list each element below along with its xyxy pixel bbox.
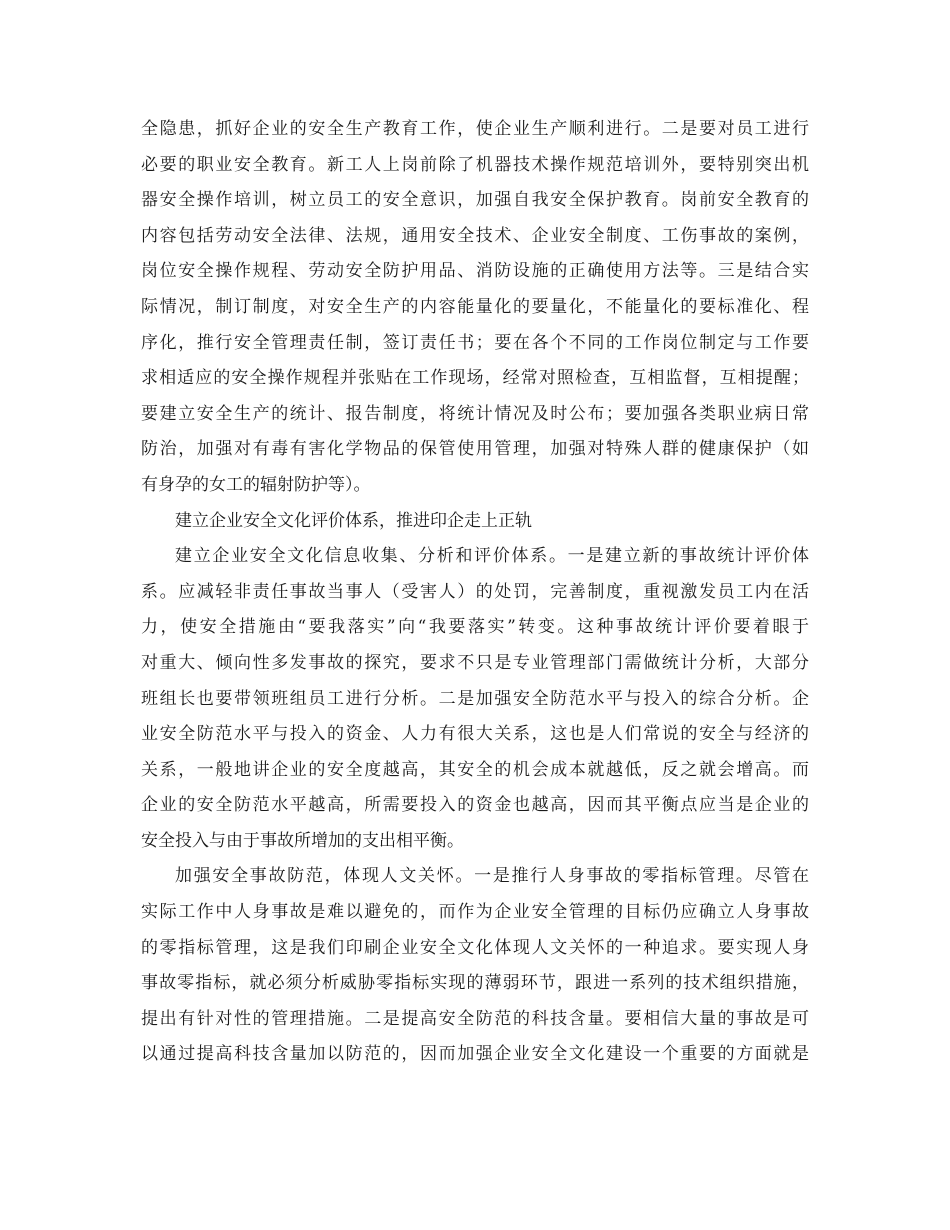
text-line: 对重大、倾向性多发事故的探究，要求不只是专业管理部门需做统计分析，大部分 bbox=[141, 652, 809, 673]
text-line: 提出有针对性的管理措施。二是提高安全防范的科技含量。要相信大量的事故是可 bbox=[141, 1008, 809, 1029]
text-line: 安全投入与由于事故所增加的支出相平衡。 bbox=[141, 830, 464, 851]
text-line: 际情况，制订制度，对安全生产的内容能量化的要量化，不能量化的要标准化、程 bbox=[141, 296, 809, 317]
text-line: 事故零指标，就必须分析威胁零指标实现的薄弱环节，跟进一系列的技术组织措施， bbox=[141, 973, 809, 994]
text-line: 的零指标管理，这是我们印刷企业安全文化体现人文关怀的一种追求。要实现人身 bbox=[141, 937, 809, 958]
text-line: 序化，推行安全管理责任制，签订责任书；要在各个不同的工作岗位制定与工作要 bbox=[141, 332, 809, 353]
text-line: 系。应减轻非责任事故当事人（受害人）的处罚，完善制度，重视激发员工内在活 bbox=[141, 581, 809, 602]
text-line: 企业的安全防范水平越高，所需要投入的资金也越高，因而其平衡点应当是企业的 bbox=[141, 795, 809, 816]
paragraph-first-line: 加强安全事故防范，体现人文关怀。一是推行人身事故的零指标管理。尽管在 bbox=[175, 866, 809, 887]
paragraph-first-line: 建立企业安全文化信息收集、分析和评价体系。一是建立新的事故统计评价体 bbox=[175, 546, 809, 567]
text-line: 岗位安全操作规程、劳动安全防护用品、消防设施的正确使用方法等。三是结合实 bbox=[141, 261, 809, 282]
text-line: 班组长也要带领班组员工进行分析。二是加强安全防范水平与投入的综合分析。企 bbox=[141, 688, 809, 709]
paragraph-first-line: 建立企业安全文化评价体系，推进印企走上正轨 bbox=[175, 510, 532, 531]
body-text bbox=[141, 112, 809, 1073]
text-line: 要建立安全生产的统计、报告制度，将统计情况及时公布；要加强各类职业病日常 bbox=[141, 403, 809, 424]
text-line: 力，使安全措施由“要我落实”向“我要落实”转变。这种事故统计评价要着眼于 bbox=[141, 617, 809, 638]
text-line: 业安全防范水平与投入的资金、人力有很大关系，这也是人们常说的安全与经济的 bbox=[141, 724, 809, 745]
text-line: 内容包括劳动安全法律、法规，通用安全技术、企业安全制度、工伤事故的案例， bbox=[141, 225, 809, 246]
text-line: 以通过提高科技含量加以防范的，因而加强企业安全文化建设一个重要的方面就是 bbox=[141, 1044, 809, 1065]
text-line: 必要的职业安全教育。新工人上岗前除了机器技术操作规范培训外，要特别突出机 bbox=[141, 154, 809, 175]
text-line: 有身孕的女工的辐射防护等）。 bbox=[141, 474, 371, 495]
text-line: 全隐患，抓好企业的安全生产教育工作，使企业生产顺利进行。二是要对员工进行 bbox=[141, 119, 809, 139]
text-line: 关系，一般地讲企业的安全度越高，其安全的机会成本就越低，反之就会增高。而 bbox=[141, 759, 809, 780]
text-line: 器安全操作培训，树立员工的安全意识，加强自我安全保护教育。岗前安全教育的 bbox=[141, 190, 809, 211]
text-line: 防治，加强对有毒有害化学物品的保管使用管理，加强对特殊人群的健康保护（如 bbox=[141, 439, 809, 460]
text-line: 求相适应的安全操作规程并张贴在工作现场，经常对照检查，互相监督，互相提醒； bbox=[141, 368, 809, 389]
text-line: 实际工作中人身事故是难以避免的，而作为企业安全管理的目标仍应确立人身事故 bbox=[141, 902, 809, 923]
